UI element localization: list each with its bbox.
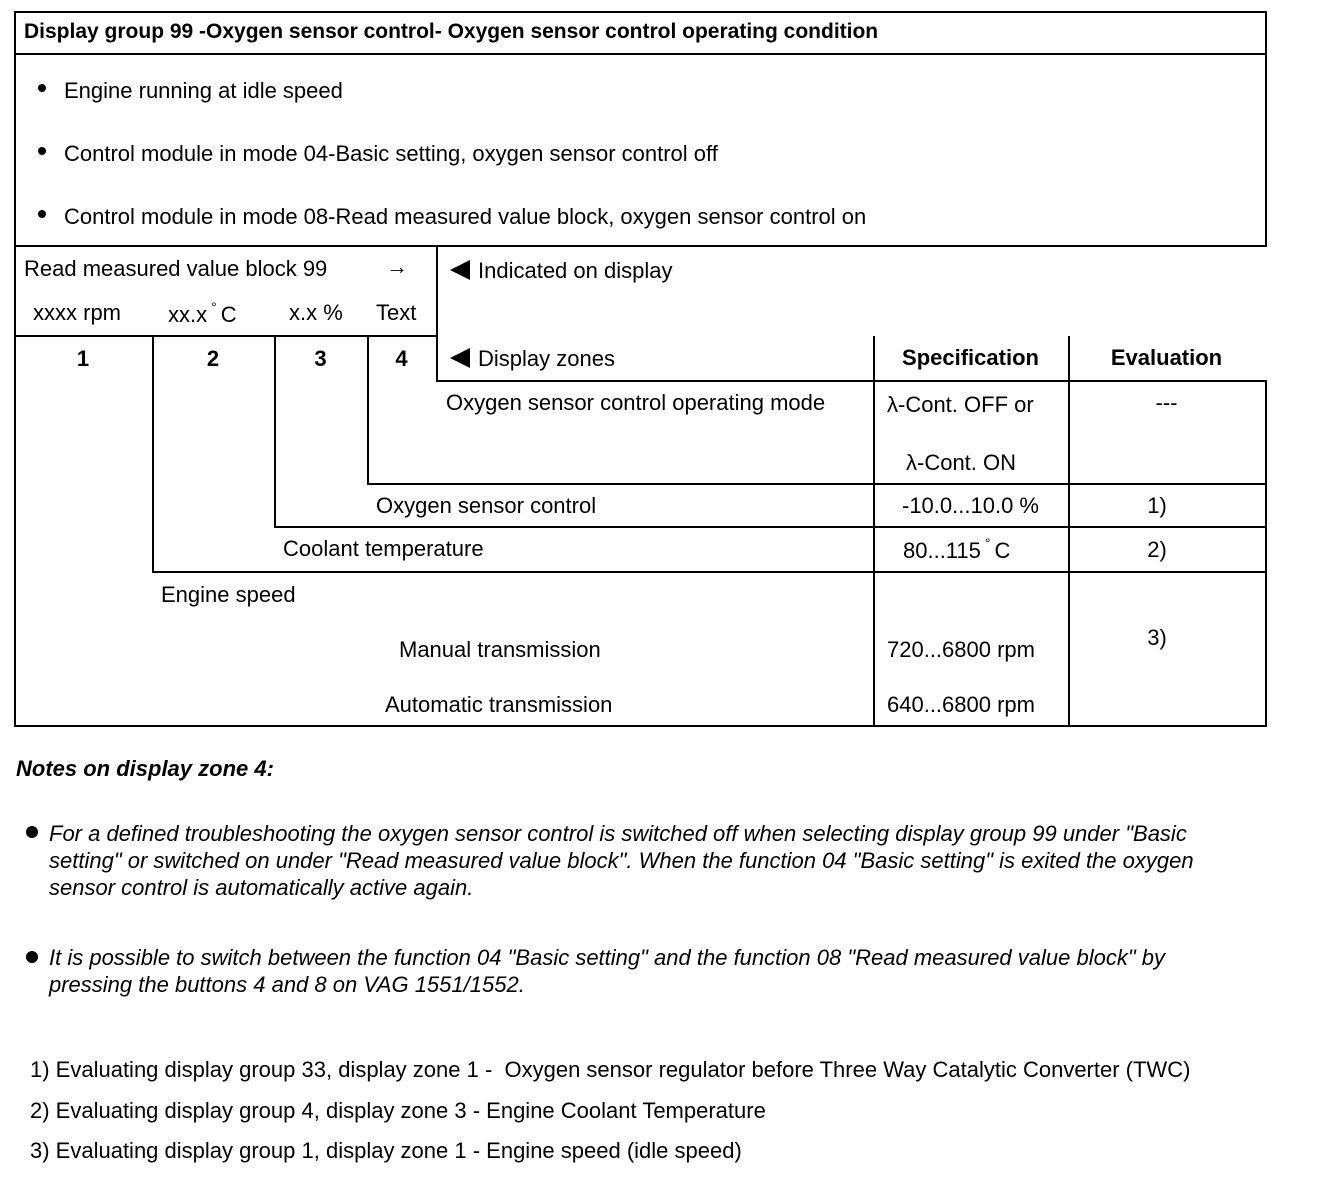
pointer-triangle-icon [450,260,470,280]
note-2-line-1: It is possible to switch between the function 04 "Basic setting" and the function 08 "Read measured value block" by [49,945,1165,970]
value-temp-number: xx.x [168,302,208,327]
bullet-icon [38,147,46,155]
manual-transmission-spec: 720...6800 rpm [887,637,1035,662]
zone1-eval: 3) [1147,625,1167,650]
zone4-spec-2-text: -Cont. ON [917,450,1017,475]
value-percent: x.x % [289,300,343,325]
zone-number-3: 3 [314,346,327,371]
lambda-symbol: λ [887,392,898,417]
zone2-label: Coolant temperature [283,536,484,561]
bullet-icon [26,826,38,838]
pointer-triangle-icon [450,348,470,368]
arrow-right-icon: → [386,254,408,279]
note-1-line-3: sensor control is automatically active again. [49,875,474,900]
zone3-eval: 1) [1147,493,1167,518]
degree-symbol: ° [984,535,991,551]
notes-heading: Notes on display zone 4: [16,756,274,781]
footnote-2: 2) Evaluating display group 4, display zone 3 - Engine Coolant Temperature [30,1098,766,1123]
zone4-eval: --- [1155,390,1178,415]
value-temp-unit: C [220,302,237,327]
zone4-spec-1 [887,392,1034,418]
bullet-icon [38,84,46,92]
zone4-label: Oxygen sensor control operating mode [446,390,826,415]
zone-number-4: 4 [395,346,408,371]
value-rpm: xxxx rpm [33,300,121,325]
display-zones-label: Display zones [478,346,615,371]
zone3-label: Oxygen sensor control [376,493,597,518]
footnote-1: 1) Evaluating display group 33, display zone 1 - Oxygen sensor regulator before Three Way Catalytic Converter (TWC) [30,1057,1191,1082]
manual-transmission-label: Manual transmission [399,637,601,662]
zone-number-1: 1 [76,346,90,371]
zone4-spec-2 [906,450,1016,476]
indicated-label: Indicated on display [478,258,673,283]
evaluation-header: Evaluation [1110,345,1223,370]
condition-item: Engine running at idle speed [64,78,343,103]
zone2-spec-unit: C [994,538,1011,563]
bullet-icon [38,210,46,218]
value-temp [168,299,237,328]
value-text: Text [376,300,417,325]
zone1-label: Engine speed [161,582,296,607]
condition-item: Control module in mode 08-Read measured value block, oxygen sensor control on [64,204,867,229]
zone2-spec [903,535,1011,564]
specification-header: Specification [902,345,1039,370]
zone3-spec: -10.0...10.0 % [902,493,1039,518]
display-zones-header [450,346,615,372]
zone4-spec-1-text: -Cont. OFF or [898,392,1034,417]
bullet-icon [26,951,38,963]
automatic-transmission-spec: 640...6800 rpm [887,692,1035,717]
zone2-spec-range: 80...115 [903,538,981,563]
note-1-line-1: For a defined troubleshooting the oxygen sensor control is switched off when selecting display group 99 under "Basic [49,821,1187,846]
lambda-symbol: λ [906,450,917,475]
page-title: Display group 99 -Oxygen sensor control- Oxygen sensor control operating condition [24,20,879,43]
zone-number-2: 2 [206,346,220,371]
read-block-label: Read measured value block 99 [24,256,328,281]
degree-symbol: ° [211,299,217,315]
condition-item: Control module in mode 04-Basic setting, oxygen sensor control off [64,141,718,166]
note-2-line-2: pressing the buttons 4 and 8 on VAG 1551/1552. [49,972,525,997]
note-1-line-2: setting" or switched on under "Read measured value block". When the function 04 "Basic setting" is exited the oxygen [49,848,1194,873]
zone2-eval: 2) [1147,537,1167,562]
footnote-3: 3) Evaluating display group 1, display zone 1 - Engine speed (idle speed) [30,1138,742,1163]
indicated-on-display [450,258,672,284]
automatic-transmission-label: Automatic transmission [385,692,613,717]
